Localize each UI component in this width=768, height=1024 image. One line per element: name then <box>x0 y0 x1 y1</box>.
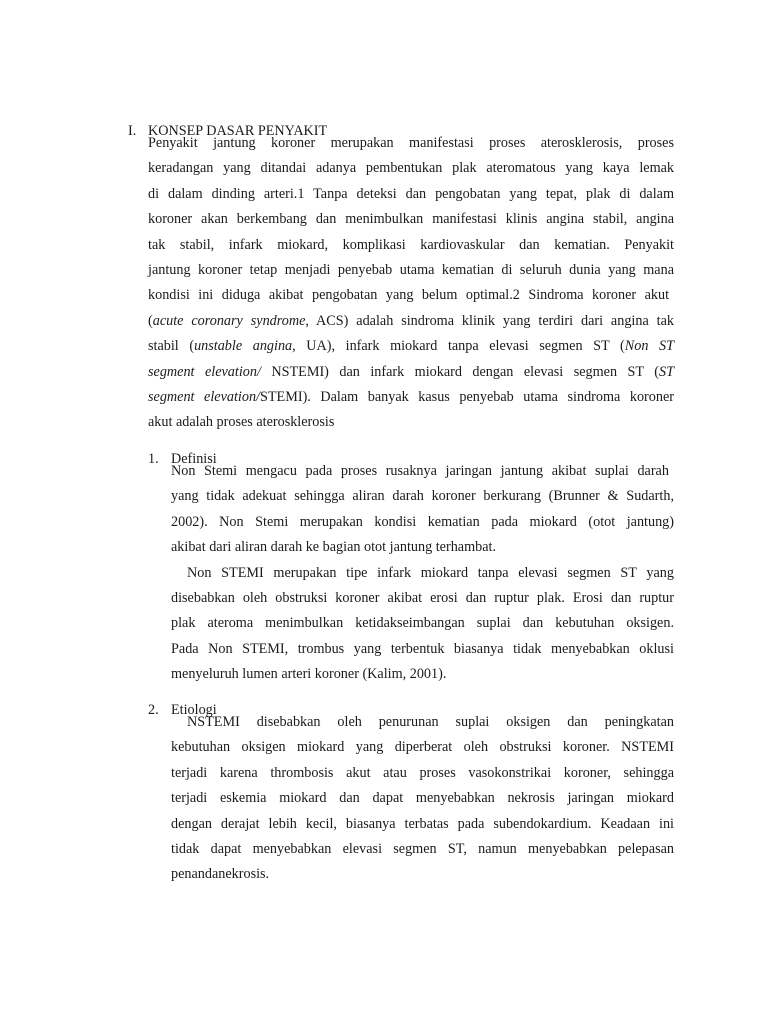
italic-term: segment elevation/ <box>148 363 261 380</box>
italic-term: ST <box>659 363 674 380</box>
text-run: terjadi eskemia miokard dan dapat menyebabkan nekrosis jaringan miokard <box>171 790 674 807</box>
text-line <box>171 611 674 635</box>
text-line <box>148 283 669 307</box>
text-line <box>148 385 674 409</box>
text-run: kebutuhan oksigen miokard yang diperberat oleh obstruksi koroner. NSTEMI <box>171 739 674 756</box>
text-run: kondisi ini diduga akibat pengobatan yang belum optimal.2 Sindroma koroner akut <box>148 287 670 304</box>
section-numeral: I. <box>128 123 137 139</box>
section-heading: KONSEP DASAR PENYAKIT <box>148 123 328 139</box>
text-line <box>171 812 674 836</box>
text-line <box>187 710 674 734</box>
text-line <box>148 258 674 282</box>
text-line <box>148 334 674 358</box>
text-run: tak stabil, infark miokard, komplikasi kardiovaskular dan kematian. Penyakit <box>148 236 674 253</box>
text-line <box>171 786 674 810</box>
text-run: koroner akan berkembang dan menimbulkan manifestasi klinis angina stabil, angina <box>148 211 674 228</box>
text-run: Penyakit jantung koroner merupakan manifestasi proses aterosklerosis, proses <box>148 135 674 151</box>
subsection-title: Etiologi <box>171 702 217 718</box>
text-line <box>148 207 674 231</box>
subsection-number: 1. <box>148 451 159 467</box>
text-line <box>171 535 496 559</box>
subsection-number: 2. <box>148 702 159 718</box>
text-line <box>148 360 674 384</box>
text-run: plak ateroma menimbulkan ketidakseimbangan suplai dan kebutuhan oksigen. <box>171 615 674 632</box>
text-line <box>148 182 674 206</box>
text-run: 2002). Non Stemi merupakan kondisi kematian pada miokard (otot jantung) <box>171 513 674 530</box>
text-run: STEMI). Dalam banyak kasus penyebab utama sindroma koroner <box>260 389 674 405</box>
text-run: NSTEMI) dan infark miokard dengan elevasi segmen ST ( <box>260 363 660 380</box>
text-line <box>171 510 674 534</box>
text-line <box>148 410 334 434</box>
text-run: disebabkan oleh obstruksi koroner akibat erosi dan ruptur plak. Erosi dan ruptur <box>171 590 674 606</box>
italic-term: unstable angina <box>194 338 293 355</box>
text-run: Non Stemi mengacu pada proses rusaknya jaringan jantung akibat suplai darah <box>171 463 669 479</box>
text-run: akibat dari aliran darah ke bagian otot jantung terhambat. <box>171 539 497 556</box>
text-line <box>171 484 674 508</box>
text-line <box>148 131 674 155</box>
text-run: tidak dapat menyebabkan elevasi segmen ST, namun menyebabkan pelepasan <box>171 841 674 857</box>
text-run: jantung koroner tetap menjadi penyebab utama kematian di seluruh dunia yang mana <box>148 262 674 278</box>
text-run: di dalam dinding arteri.1 Tanpa deteksi dan pengobatan yang tepat, plak di dalam <box>148 185 674 202</box>
text-line <box>148 156 674 180</box>
text-line <box>171 735 674 759</box>
text-line <box>187 561 674 585</box>
text-run: ( <box>148 312 153 329</box>
text-run: yang tidak adekuat sehingga aliran darah koroner berkurang (Brunner & Sudarth, <box>171 488 674 505</box>
italic-term: segment elevation/ <box>148 389 260 405</box>
text-run: stabil ( <box>148 338 195 355</box>
text-line <box>171 586 674 610</box>
text-run: penandanekrosis. <box>171 866 270 883</box>
text-run: akut adalah proses aterosklerosis <box>148 414 335 431</box>
text-run: terjadi karena thrombosis akut atau proses vasokonstrikai koroner, sehingga <box>171 764 674 781</box>
text-line <box>171 761 674 785</box>
text-line <box>171 662 446 686</box>
text-run: Pada Non STEMI, trombus yang terbentuk biasanya tidak menyebabkan oklusi <box>171 640 674 657</box>
text-run: , UA), infark miokard tanpa elevasi segmen ST ( <box>292 338 625 355</box>
text-line <box>148 309 674 333</box>
text-run: dengan derajat lebih kecil, biasanya terbatas pada subendokardium. Keadaan ini <box>171 815 674 832</box>
text-line <box>171 637 674 661</box>
text-run: , ACS) adalah sindroma klinik yang terdiri dari angina tak <box>305 312 674 329</box>
subsection-title: Definisi <box>171 451 217 467</box>
text-run: menyeluruh lumen arteri koroner (Kalim, 2001). <box>171 666 447 683</box>
italic-term: Non ST <box>624 338 674 355</box>
text-line <box>171 862 269 886</box>
text-line <box>148 233 674 257</box>
italic-term: acute coronary syndrome <box>152 312 306 329</box>
text-run: keradangan yang ditandai adanya pembentukan plak ateromatous yang kaya lemak <box>148 160 674 177</box>
text-run: NSTEMI disebabkan oleh penurunan suplai oksigen dan peningkatan <box>187 714 674 730</box>
text-run: Non STEMI merupakan tipe infark miokard tanpa elevasi segmen ST yang <box>187 564 674 581</box>
text-line <box>171 459 669 483</box>
text-line <box>171 837 674 861</box>
